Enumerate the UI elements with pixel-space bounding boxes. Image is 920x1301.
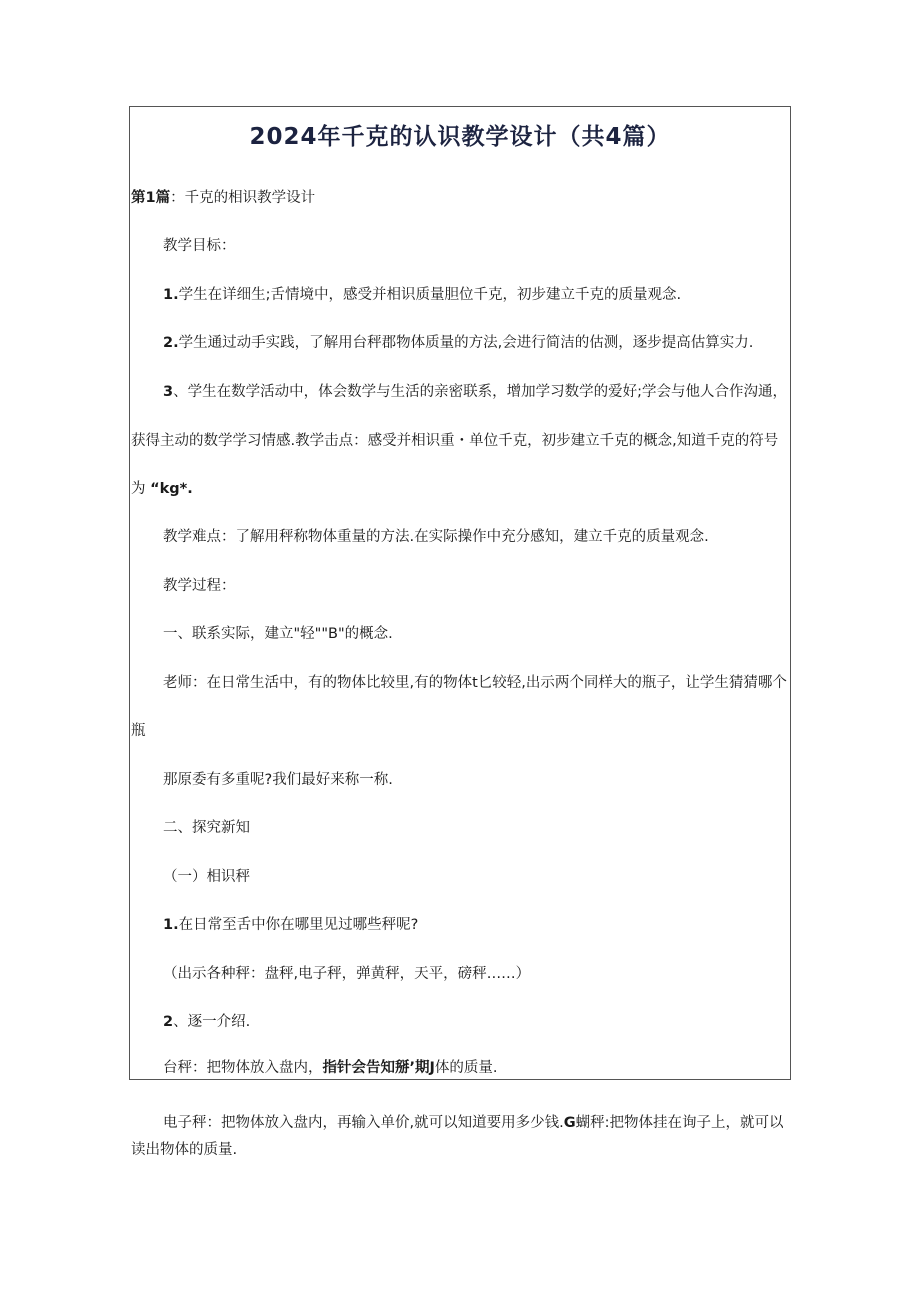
goal-1-number: 1. bbox=[163, 287, 179, 303]
sub-1-heading: （一）相识秤 bbox=[163, 869, 250, 885]
goal-3-line-2: 获得主动的数学学习情感.教学击点：感受并相识重・单位千克，初步建立千克的概念,知道千克的符号 bbox=[131, 433, 779, 449]
platform-scale-a: 台秤：把物体放入盘内， bbox=[163, 1060, 323, 1076]
difficulty-text: 教学难点：了解用秤称物体重量的方法.在实际操作中充分感知，建立千克的质量观念. bbox=[163, 529, 709, 545]
goal-3-line-3 bbox=[131, 479, 193, 499]
question-2 bbox=[163, 1012, 250, 1032]
platform-scale bbox=[163, 1058, 498, 1078]
question-2-number: 2 bbox=[163, 1014, 174, 1030]
weigh-question: 那原委有多重呢?我们最好来称一称. bbox=[163, 772, 393, 788]
electronic-scale-a: 电子秤：把物体放入盘内，再输入单价,就可以知道要用多少钱. bbox=[163, 1115, 564, 1131]
teacher-line-2: 瓶 bbox=[131, 723, 146, 739]
section-number: 第1篇 bbox=[131, 190, 171, 206]
platform-scale-c: J bbox=[429, 1060, 435, 1076]
document-title: 2024年千克的认识教学设计（共4篇） bbox=[249, 124, 671, 150]
goal-3-text: 、学生在数学活动中，体会数学与生活的亲密联系，增加学习数学的爱好;学会与他人合作沟通， bbox=[173, 384, 787, 400]
goal-2-text: 学生通过动手实践，了解用台秤郡物体质量的方法,会进行简洁的估测，逐步提高估算实力. bbox=[178, 335, 754, 351]
scales-list: （出示各种秤：盘秤,电子秤，弹黄秤，天平，磅秤……） bbox=[163, 966, 531, 982]
platform-scale-d: 体的质量. bbox=[434, 1060, 498, 1076]
kg-symbol: “kg*. bbox=[150, 481, 193, 497]
electronic-scale-line-1 bbox=[163, 1113, 784, 1133]
section-heading bbox=[131, 188, 315, 208]
goal-2 bbox=[163, 333, 753, 353]
step-1-heading: 一、联系实际，建立"轻""B"的概念. bbox=[163, 626, 393, 642]
electronic-scale-line-2: 读出物体的质量. bbox=[131, 1142, 238, 1158]
goal-2-number: 2. bbox=[163, 335, 179, 351]
question-1-number: 1. bbox=[163, 917, 179, 933]
question-2-text: 、逐一介绍. bbox=[173, 1014, 251, 1030]
goals-label: 教学目标： bbox=[163, 238, 236, 254]
step-2-heading: 二、探究新知 bbox=[163, 820, 250, 836]
question-1-text: 在日常至舌中你在哪里见过哪些秤呢? bbox=[178, 917, 419, 933]
goal-1-text: 学生在详细生;舌情境中，感受并相识质量胆位千克，初步建立千克的质量观念. bbox=[178, 287, 682, 303]
goal-3-number: 3 bbox=[163, 384, 174, 400]
electronic-scale-b: G bbox=[563, 1115, 576, 1131]
goal-3-line-1 bbox=[163, 382, 787, 402]
section-heading-text: ：千克的相识教学设计 bbox=[170, 190, 316, 206]
teacher-line-1: 老师：在日常生活中，有的物体比较里,有的物体t匕较轻,出示两个同样大的瓶子，让学生猜猜哪个 bbox=[163, 675, 787, 691]
electronic-scale-c: 蝴秤:把物体挂在询子上，就可以 bbox=[575, 1115, 784, 1131]
goal-3-prefix: 为 bbox=[131, 481, 146, 497]
question-1 bbox=[163, 915, 418, 935]
goal-1 bbox=[163, 285, 681, 305]
process-label: 教学过程： bbox=[163, 578, 236, 594]
platform-scale-b: 指针会告知掰’期 bbox=[322, 1060, 430, 1076]
